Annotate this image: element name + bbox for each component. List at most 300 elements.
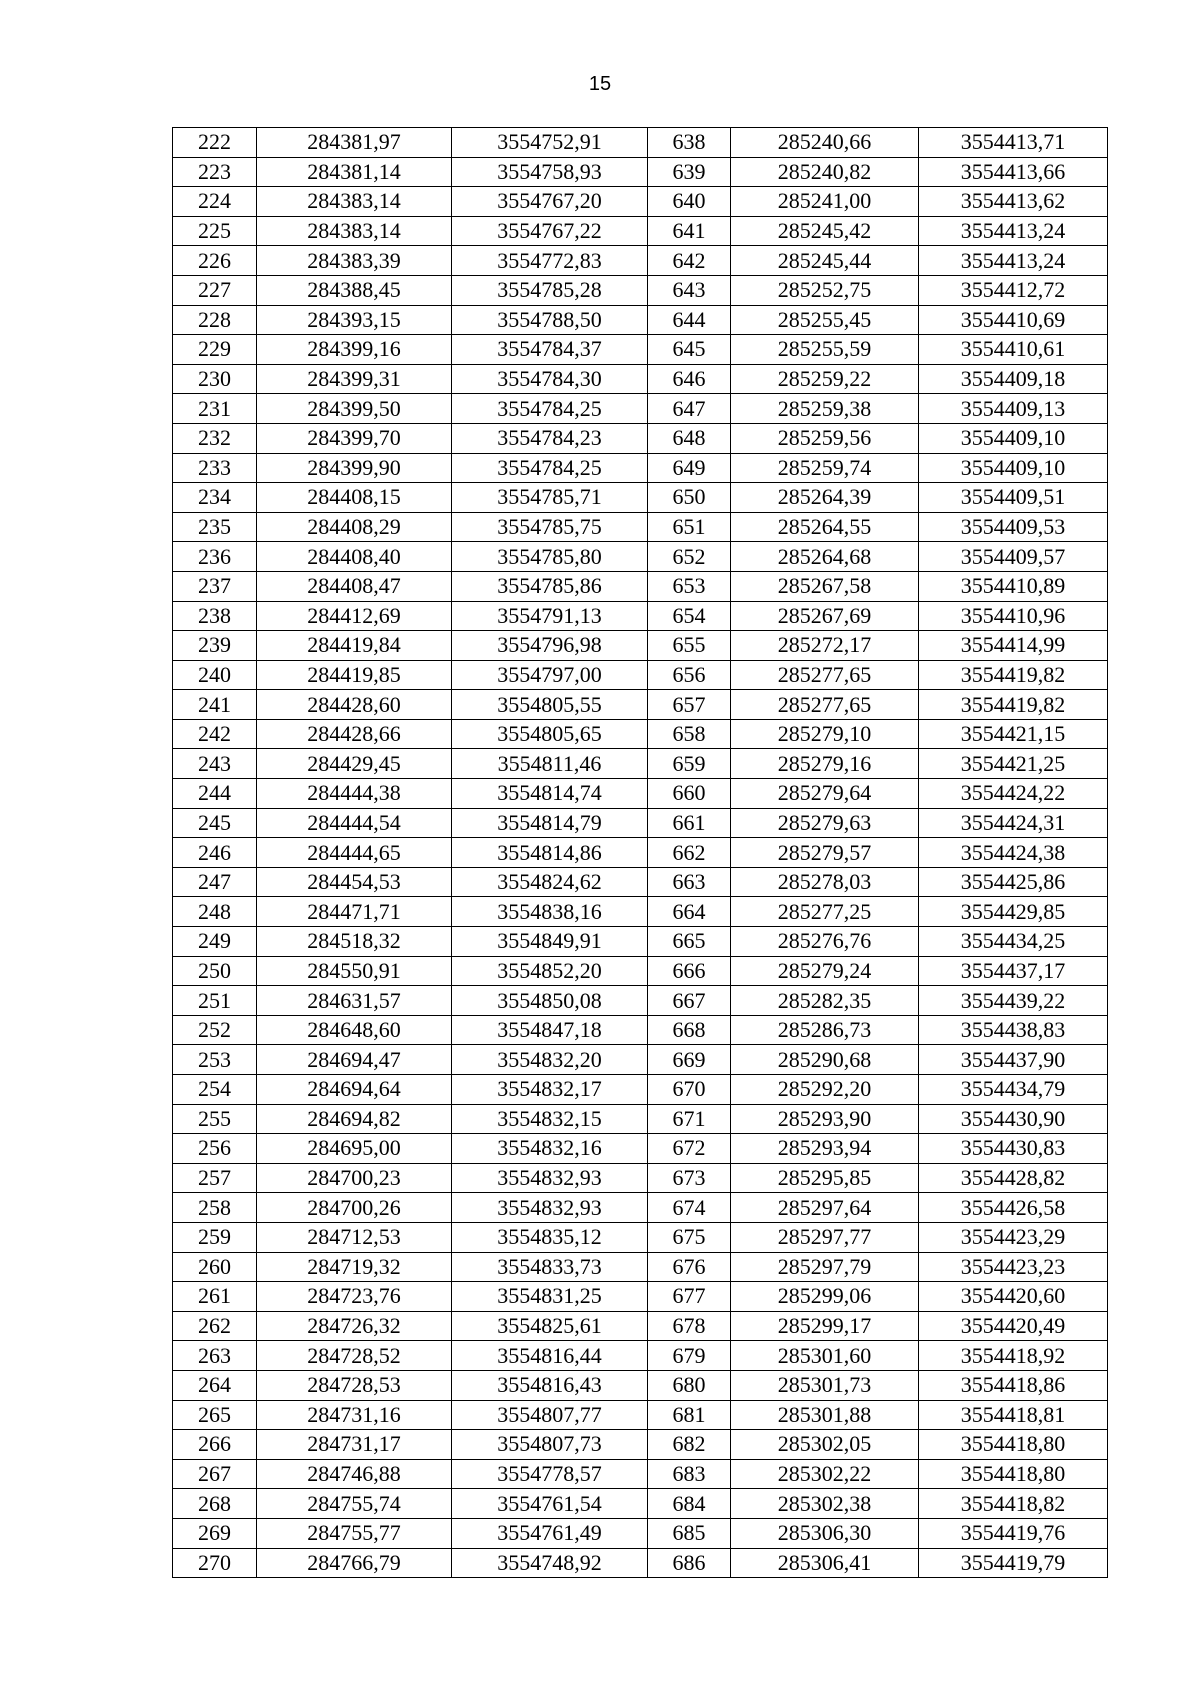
table-row [173,956,1108,986]
right-x-coordinate-cell: 285267,69 [731,601,919,631]
right-x-coordinate-cell: 285290,68 [731,1045,919,1075]
right-point-number-cell: 657 [648,690,731,720]
left-x-coordinate-cell: 284399,16 [257,335,452,365]
left-point-number-cell: 226 [173,246,257,276]
table-row [173,1489,1108,1519]
right-y-coordinate-cell: 3554409,10 [919,453,1108,483]
right-x-coordinate-cell: 285278,03 [731,867,919,897]
left-point-number-cell: 251 [173,986,257,1016]
right-y-coordinate-cell: 3554412,72 [919,275,1108,305]
right-y-coordinate-cell: 3554418,80 [919,1459,1108,1489]
table-row [173,157,1108,187]
right-y-coordinate-cell: 3554430,83 [919,1134,1108,1164]
right-point-number-cell: 640 [648,187,731,217]
table-row [173,1163,1108,1193]
left-point-number-cell: 242 [173,719,257,749]
page-number: 15 [588,73,612,95]
left-x-coordinate-cell: 284631,57 [257,986,452,1016]
right-point-number-cell: 652 [648,542,731,572]
coordinates-table [172,127,1108,1578]
left-point-number-cell: 247 [173,867,257,897]
left-x-coordinate-cell: 284393,15 [257,305,452,335]
right-y-coordinate-cell: 3554410,61 [919,335,1108,365]
right-x-coordinate-cell: 285279,24 [731,956,919,986]
right-x-coordinate-cell: 285293,90 [731,1104,919,1134]
left-y-coordinate-cell: 3554748,92 [452,1548,648,1578]
right-point-number-cell: 662 [648,838,731,868]
right-y-coordinate-cell: 3554425,86 [919,867,1108,897]
left-y-coordinate-cell: 3554767,20 [452,187,648,217]
right-point-number-cell: 683 [648,1459,731,1489]
left-x-coordinate-cell: 284712,53 [257,1222,452,1252]
right-point-number-cell: 655 [648,631,731,661]
right-point-number-cell: 642 [648,246,731,276]
left-point-number-cell: 258 [173,1193,257,1223]
right-x-coordinate-cell: 285277,25 [731,897,919,927]
table-row [173,1134,1108,1164]
left-y-coordinate-cell: 3554785,71 [452,483,648,513]
left-y-coordinate-cell: 3554767,22 [452,216,648,246]
table-row [173,927,1108,957]
right-point-number-cell: 664 [648,897,731,927]
table-row [173,1252,1108,1282]
left-x-coordinate-cell: 284723,76 [257,1282,452,1312]
right-point-number-cell: 676 [648,1252,731,1282]
right-x-coordinate-cell: 285297,77 [731,1222,919,1252]
left-point-number-cell: 264 [173,1370,257,1400]
table-row [173,660,1108,690]
right-point-number-cell: 678 [648,1311,731,1341]
left-y-coordinate-cell: 3554832,93 [452,1193,648,1223]
right-x-coordinate-cell: 285264,68 [731,542,919,572]
left-x-coordinate-cell: 284755,77 [257,1518,452,1548]
right-x-coordinate-cell: 285272,17 [731,631,919,661]
left-y-coordinate-cell: 3554831,25 [452,1282,648,1312]
left-y-coordinate-cell: 3554785,28 [452,275,648,305]
right-y-coordinate-cell: 3554434,25 [919,927,1108,957]
table-row [173,986,1108,1016]
right-x-coordinate-cell: 285286,73 [731,1015,919,1045]
left-y-coordinate-cell: 3554811,46 [452,749,648,779]
table-row [173,246,1108,276]
right-y-coordinate-cell: 3554410,89 [919,571,1108,601]
left-x-coordinate-cell: 284408,15 [257,483,452,513]
right-point-number-cell: 681 [648,1400,731,1430]
table-row [173,275,1108,305]
left-point-number-cell: 236 [173,542,257,572]
left-x-coordinate-cell: 284381,14 [257,157,452,187]
left-y-coordinate-cell: 3554785,86 [452,571,648,601]
left-y-coordinate-cell: 3554832,93 [452,1163,648,1193]
left-y-coordinate-cell: 3554788,50 [452,305,648,335]
left-x-coordinate-cell: 284694,82 [257,1104,452,1134]
table-row [173,128,1108,158]
table-row [173,1222,1108,1252]
left-point-number-cell: 228 [173,305,257,335]
right-point-number-cell: 646 [648,364,731,394]
table-row [173,808,1108,838]
right-point-number-cell: 671 [648,1104,731,1134]
right-point-number-cell: 649 [648,453,731,483]
table-row [173,749,1108,779]
left-point-number-cell: 222 [173,128,257,158]
right-x-coordinate-cell: 285255,59 [731,335,919,365]
table-row [173,1104,1108,1134]
table-row [173,542,1108,572]
right-point-number-cell: 663 [648,867,731,897]
right-point-number-cell: 644 [648,305,731,335]
table-row [173,1400,1108,1430]
right-y-coordinate-cell: 3554413,66 [919,157,1108,187]
right-point-number-cell: 661 [648,808,731,838]
right-x-coordinate-cell: 285282,35 [731,986,919,1016]
right-point-number-cell: 668 [648,1015,731,1045]
left-y-coordinate-cell: 3554814,86 [452,838,648,868]
right-x-coordinate-cell: 285295,85 [731,1163,919,1193]
right-y-coordinate-cell: 3554439,22 [919,986,1108,1016]
right-x-coordinate-cell: 285279,64 [731,779,919,809]
right-x-coordinate-cell: 285264,55 [731,512,919,542]
left-x-coordinate-cell: 284728,52 [257,1341,452,1371]
left-y-coordinate-cell: 3554785,80 [452,542,648,572]
left-x-coordinate-cell: 284381,97 [257,128,452,158]
left-y-coordinate-cell: 3554838,16 [452,897,648,927]
left-x-coordinate-cell: 284444,38 [257,779,452,809]
left-x-coordinate-cell: 284766,79 [257,1548,452,1578]
right-x-coordinate-cell: 285245,42 [731,216,919,246]
left-y-coordinate-cell: 3554824,62 [452,867,648,897]
table-row [173,1370,1108,1400]
right-point-number-cell: 673 [648,1163,731,1193]
left-y-coordinate-cell: 3554814,74 [452,779,648,809]
table-row [173,1015,1108,1045]
table-row [173,1311,1108,1341]
left-y-coordinate-cell: 3554758,93 [452,157,648,187]
right-point-number-cell: 643 [648,275,731,305]
table-row [173,867,1108,897]
right-point-number-cell: 680 [648,1370,731,1400]
left-point-number-cell: 227 [173,275,257,305]
right-x-coordinate-cell: 285240,66 [731,128,919,158]
left-x-coordinate-cell: 284419,85 [257,660,452,690]
table-row [173,1430,1108,1460]
left-point-number-cell: 257 [173,1163,257,1193]
right-x-coordinate-cell: 285297,79 [731,1252,919,1282]
right-y-coordinate-cell: 3554409,18 [919,364,1108,394]
left-x-coordinate-cell: 284550,91 [257,956,452,986]
right-point-number-cell: 653 [648,571,731,601]
table-row [173,1548,1108,1578]
left-point-number-cell: 241 [173,690,257,720]
left-x-coordinate-cell: 284648,60 [257,1015,452,1045]
left-x-coordinate-cell: 284428,60 [257,690,452,720]
right-y-coordinate-cell: 3554410,96 [919,601,1108,631]
right-point-number-cell: 684 [648,1489,731,1519]
table-row [173,453,1108,483]
left-x-coordinate-cell: 284428,66 [257,719,452,749]
left-y-coordinate-cell: 3554785,75 [452,512,648,542]
right-y-coordinate-cell: 3554419,82 [919,690,1108,720]
left-x-coordinate-cell: 284408,40 [257,542,452,572]
table-row [173,719,1108,749]
left-point-number-cell: 225 [173,216,257,246]
left-x-coordinate-cell: 284694,64 [257,1075,452,1105]
left-point-number-cell: 259 [173,1222,257,1252]
left-y-coordinate-cell: 3554805,65 [452,719,648,749]
right-y-coordinate-cell: 3554409,53 [919,512,1108,542]
right-point-number-cell: 686 [648,1548,731,1578]
table-row [173,1193,1108,1223]
left-y-coordinate-cell: 3554772,83 [452,246,648,276]
left-y-coordinate-cell: 3554796,98 [452,631,648,661]
left-y-coordinate-cell: 3554832,17 [452,1075,648,1105]
right-x-coordinate-cell: 285293,94 [731,1134,919,1164]
left-x-coordinate-cell: 284700,23 [257,1163,452,1193]
left-y-coordinate-cell: 3554778,57 [452,1459,648,1489]
right-y-coordinate-cell: 3554423,29 [919,1222,1108,1252]
table-row [173,571,1108,601]
table-row [173,631,1108,661]
table-row [173,483,1108,513]
right-x-coordinate-cell: 285301,60 [731,1341,919,1371]
right-x-coordinate-cell: 285301,73 [731,1370,919,1400]
left-y-coordinate-cell: 3554761,49 [452,1518,648,1548]
left-x-coordinate-cell: 284399,31 [257,364,452,394]
right-y-coordinate-cell: 3554409,57 [919,542,1108,572]
right-point-number-cell: 651 [648,512,731,542]
right-point-number-cell: 669 [648,1045,731,1075]
right-y-coordinate-cell: 3554418,86 [919,1370,1108,1400]
left-x-coordinate-cell: 284419,84 [257,631,452,661]
right-y-coordinate-cell: 3554418,81 [919,1400,1108,1430]
right-point-number-cell: 685 [648,1518,731,1548]
right-y-coordinate-cell: 3554409,51 [919,483,1108,513]
right-x-coordinate-cell: 285252,75 [731,275,919,305]
left-y-coordinate-cell: 3554805,55 [452,690,648,720]
left-point-number-cell: 246 [173,838,257,868]
left-y-coordinate-cell: 3554761,54 [452,1489,648,1519]
right-x-coordinate-cell: 285267,58 [731,571,919,601]
left-x-coordinate-cell: 284695,00 [257,1134,452,1164]
left-x-coordinate-cell: 284746,88 [257,1459,452,1489]
left-y-coordinate-cell: 3554784,25 [452,394,648,424]
right-x-coordinate-cell: 285245,44 [731,246,919,276]
left-y-coordinate-cell: 3554816,44 [452,1341,648,1371]
right-point-number-cell: 670 [648,1075,731,1105]
right-y-coordinate-cell: 3554437,90 [919,1045,1108,1075]
right-y-coordinate-cell: 3554413,24 [919,216,1108,246]
table-row [173,335,1108,365]
left-point-number-cell: 261 [173,1282,257,1312]
left-x-coordinate-cell: 284399,90 [257,453,452,483]
right-x-coordinate-cell: 285259,56 [731,423,919,453]
right-y-coordinate-cell: 3554418,80 [919,1430,1108,1460]
table-row [173,1045,1108,1075]
left-point-number-cell: 230 [173,364,257,394]
left-point-number-cell: 239 [173,631,257,661]
right-x-coordinate-cell: 285297,64 [731,1193,919,1223]
right-point-number-cell: 675 [648,1222,731,1252]
right-x-coordinate-cell: 285277,65 [731,660,919,690]
left-x-coordinate-cell: 284731,17 [257,1430,452,1460]
right-y-coordinate-cell: 3554419,79 [919,1548,1108,1578]
right-y-coordinate-cell: 3554420,49 [919,1311,1108,1341]
left-point-number-cell: 231 [173,394,257,424]
right-point-number-cell: 659 [648,749,731,779]
right-y-coordinate-cell: 3554437,17 [919,956,1108,986]
left-point-number-cell: 255 [173,1104,257,1134]
table-row [173,512,1108,542]
left-x-coordinate-cell: 284719,32 [257,1252,452,1282]
left-y-coordinate-cell: 3554832,20 [452,1045,648,1075]
right-point-number-cell: 638 [648,128,731,158]
right-x-coordinate-cell: 285279,16 [731,749,919,779]
coordinates-table-body [173,128,1108,1578]
left-point-number-cell: 262 [173,1311,257,1341]
left-x-coordinate-cell: 284388,45 [257,275,452,305]
left-y-coordinate-cell: 3554797,00 [452,660,648,690]
left-y-coordinate-cell: 3554835,12 [452,1222,648,1252]
left-point-number-cell: 270 [173,1548,257,1578]
right-y-coordinate-cell: 3554418,92 [919,1341,1108,1371]
left-point-number-cell: 223 [173,157,257,187]
right-point-number-cell: 645 [648,335,731,365]
right-point-number-cell: 667 [648,986,731,1016]
table-row [173,1075,1108,1105]
left-x-coordinate-cell: 284429,45 [257,749,452,779]
right-point-number-cell: 660 [648,779,731,809]
left-point-number-cell: 250 [173,956,257,986]
right-y-coordinate-cell: 3554413,24 [919,246,1108,276]
table-row [173,1518,1108,1548]
right-y-coordinate-cell: 3554410,69 [919,305,1108,335]
right-x-coordinate-cell: 285241,00 [731,187,919,217]
left-x-coordinate-cell: 284694,47 [257,1045,452,1075]
left-y-coordinate-cell: 3554825,61 [452,1311,648,1341]
left-x-coordinate-cell: 284755,74 [257,1489,452,1519]
right-x-coordinate-cell: 285301,88 [731,1400,919,1430]
left-x-coordinate-cell: 284728,53 [257,1370,452,1400]
left-x-coordinate-cell: 284399,70 [257,423,452,453]
right-point-number-cell: 641 [648,216,731,246]
left-y-coordinate-cell: 3554852,20 [452,956,648,986]
right-point-number-cell: 666 [648,956,731,986]
left-x-coordinate-cell: 284518,32 [257,927,452,957]
table-row [173,838,1108,868]
table-row [173,364,1108,394]
left-point-number-cell: 265 [173,1400,257,1430]
left-point-number-cell: 224 [173,187,257,217]
right-point-number-cell: 658 [648,719,731,749]
left-y-coordinate-cell: 3554814,79 [452,808,648,838]
right-y-coordinate-cell: 3554429,85 [919,897,1108,927]
left-y-coordinate-cell: 3554784,23 [452,423,648,453]
left-y-coordinate-cell: 3554752,91 [452,128,648,158]
left-y-coordinate-cell: 3554784,30 [452,364,648,394]
right-x-coordinate-cell: 285255,45 [731,305,919,335]
right-point-number-cell: 656 [648,660,731,690]
left-point-number-cell: 268 [173,1489,257,1519]
left-point-number-cell: 233 [173,453,257,483]
right-x-coordinate-cell: 285259,74 [731,453,919,483]
right-y-coordinate-cell: 3554420,60 [919,1282,1108,1312]
left-x-coordinate-cell: 284731,16 [257,1400,452,1430]
table-row [173,601,1108,631]
table-row [173,423,1108,453]
right-y-coordinate-cell: 3554409,13 [919,394,1108,424]
left-point-number-cell: 266 [173,1430,257,1460]
right-y-coordinate-cell: 3554413,71 [919,128,1108,158]
left-point-number-cell: 249 [173,927,257,957]
left-y-coordinate-cell: 3554784,25 [452,453,648,483]
right-x-coordinate-cell: 285264,39 [731,483,919,513]
right-y-coordinate-cell: 3554438,83 [919,1015,1108,1045]
left-y-coordinate-cell: 3554849,91 [452,927,648,957]
right-y-coordinate-cell: 3554413,62 [919,187,1108,217]
left-point-number-cell: 244 [173,779,257,809]
left-y-coordinate-cell: 3554833,73 [452,1252,648,1282]
left-y-coordinate-cell: 3554791,13 [452,601,648,631]
right-x-coordinate-cell: 285306,30 [731,1518,919,1548]
right-x-coordinate-cell: 285277,65 [731,690,919,720]
right-x-coordinate-cell: 285259,38 [731,394,919,424]
right-y-coordinate-cell: 3554418,82 [919,1489,1108,1519]
right-y-coordinate-cell: 3554424,38 [919,838,1108,868]
right-y-coordinate-cell: 3554426,58 [919,1193,1108,1223]
left-x-coordinate-cell: 284444,65 [257,838,452,868]
right-point-number-cell: 648 [648,423,731,453]
right-point-number-cell: 647 [648,394,731,424]
right-point-number-cell: 674 [648,1193,731,1223]
left-y-coordinate-cell: 3554816,43 [452,1370,648,1400]
left-x-coordinate-cell: 284383,14 [257,187,452,217]
left-y-coordinate-cell: 3554847,18 [452,1015,648,1045]
right-y-coordinate-cell: 3554430,90 [919,1104,1108,1134]
left-point-number-cell: 269 [173,1518,257,1548]
left-y-coordinate-cell: 3554784,37 [452,335,648,365]
left-point-number-cell: 229 [173,335,257,365]
left-x-coordinate-cell: 284383,39 [257,246,452,276]
left-point-number-cell: 253 [173,1045,257,1075]
right-point-number-cell: 679 [648,1341,731,1371]
left-x-coordinate-cell: 284399,50 [257,394,452,424]
table-row [173,305,1108,335]
table-row [173,1282,1108,1312]
right-x-coordinate-cell: 285302,05 [731,1430,919,1460]
table-row [173,216,1108,246]
table-row [173,779,1108,809]
left-y-coordinate-cell: 3554832,15 [452,1104,648,1134]
left-point-number-cell: 256 [173,1134,257,1164]
right-y-coordinate-cell: 3554434,79 [919,1075,1108,1105]
right-x-coordinate-cell: 285279,10 [731,719,919,749]
left-x-coordinate-cell: 284408,47 [257,571,452,601]
right-x-coordinate-cell: 285299,06 [731,1282,919,1312]
left-point-number-cell: 234 [173,483,257,513]
left-point-number-cell: 232 [173,423,257,453]
left-point-number-cell: 260 [173,1252,257,1282]
left-point-number-cell: 252 [173,1015,257,1045]
left-x-coordinate-cell: 284408,29 [257,512,452,542]
right-y-coordinate-cell: 3554419,82 [919,660,1108,690]
right-x-coordinate-cell: 285299,17 [731,1311,919,1341]
left-point-number-cell: 235 [173,512,257,542]
right-y-coordinate-cell: 3554414,99 [919,631,1108,661]
table-row [173,1459,1108,1489]
left-y-coordinate-cell: 3554850,08 [452,986,648,1016]
right-y-coordinate-cell: 3554409,10 [919,423,1108,453]
right-y-coordinate-cell: 3554424,22 [919,779,1108,809]
